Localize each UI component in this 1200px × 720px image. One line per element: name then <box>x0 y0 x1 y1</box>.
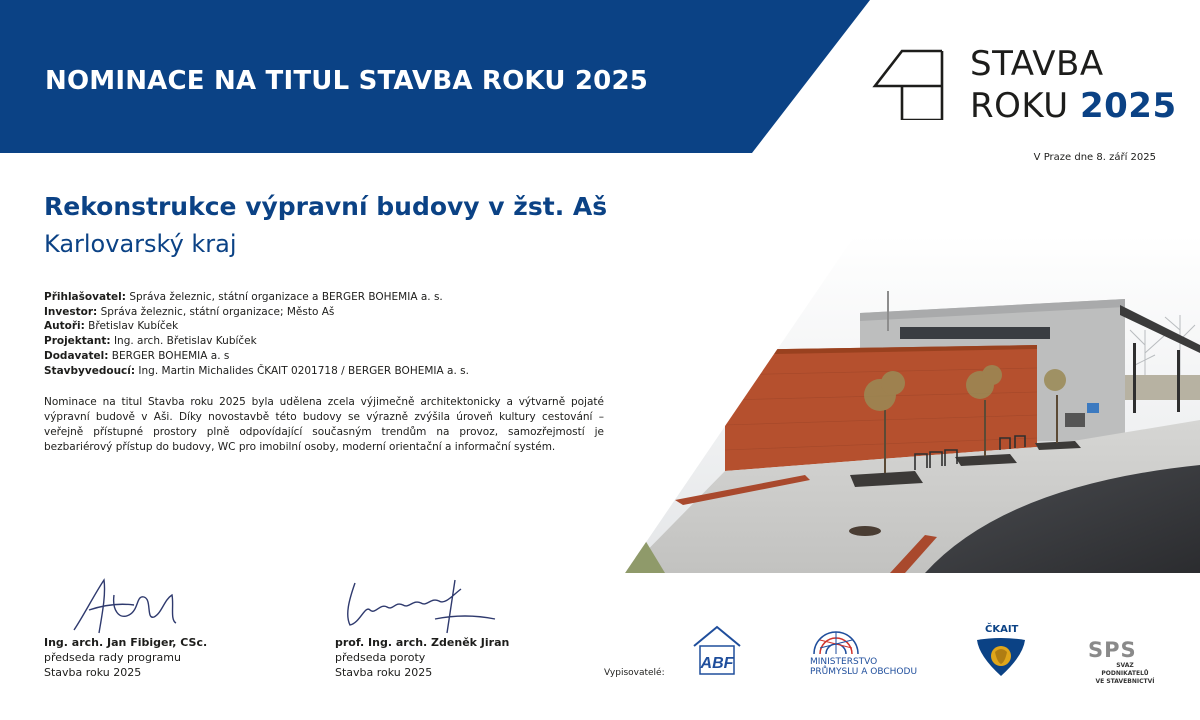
signatory-role: předseda rady programu <box>44 651 181 664</box>
ckait-shield-icon <box>975 636 1027 678</box>
signatory-program: Stavba roku 2025 <box>335 666 433 679</box>
fact-row: Stavbyvedoucí: Ing. Martin Michalides ČKAIT 0201718 / BERGER BOHEMIA a. s. <box>44 364 469 377</box>
nomination-description: Nominace na titul Stavba roku 2025 byla udělena zcela výjimečně architektonicky a výtvarně pojaté výpravní budově v Aši. Díky novostavbě této budovy se výrazně zvýšila úroveň kultury cestování – veřejně přístupné prostory plně odpovídající současným trendům na provoz, samozřejmostí je bezbariérový přístup do budovy, WC pro imobilní osoby, moderní orientační a informační systém. <box>44 396 604 453</box>
project-title: Rekonstrukce výpravní budovy v žst. Aš <box>44 192 608 221</box>
fact-row: Autoři: Břetislav Kubíček <box>44 320 179 333</box>
logo-year: 2025 <box>1079 86 1177 126</box>
mpo-text: MINISTERSTVO PRŮMYSLU A OBCHODU <box>810 657 918 677</box>
handwritten-signature-jiran <box>335 575 505 635</box>
signature-block-jiran <box>335 575 509 680</box>
issue-date: V Praze dne 8. září 2025 <box>1033 152 1156 163</box>
abf-logo <box>690 624 744 680</box>
fact-row: Investor: Správa železnic, státní organizace; Město Aš <box>44 305 335 318</box>
logo-word-roku: ROKU <box>970 86 1069 126</box>
fact-row: Projektant: Ing. arch. Břetislav Kubíček <box>44 335 257 348</box>
abf-text: ABF <box>700 655 734 672</box>
issuers-label: Vypisovatelé: <box>604 668 665 678</box>
sps-text: SVAZ PODNIKATELŮ VE STAVEBNICTVÍ <box>1095 662 1155 685</box>
sps-logo: SPS <box>1088 638 1137 662</box>
signatory-name: Ing. arch. Jan Fibiger, CSc. <box>44 636 208 649</box>
project-facts <box>44 290 469 378</box>
logo-cube-icon <box>872 48 946 120</box>
signatory-role: předseda poroty <box>335 651 426 664</box>
stavba-roku-logo <box>872 44 1177 128</box>
signature-block-fibiger <box>44 575 207 680</box>
ckait-text: ČKAIT <box>985 624 1019 635</box>
ckait-logo <box>975 636 1027 682</box>
project-region: Karlovarský kraj <box>44 230 237 258</box>
banner-title: NOMINACE NA TITUL STAVBA ROKU 2025 <box>45 66 649 96</box>
building-photo <box>625 235 1200 573</box>
mpo-emblem-icon <box>812 628 860 656</box>
logo-text-stavba: STAVBA <box>970 44 1104 84</box>
signatory-program: Stavba roku 2025 <box>44 666 142 679</box>
fact-row: Dodavatel: BERGER BOHEMIA a. s <box>44 349 230 362</box>
signatory-name: prof. Ing. arch. Zdeněk Jiran <box>335 636 510 649</box>
fact-row: Přihlašovatel: Správa železnic, státní organizace a BERGER BOHEMIA a. s. <box>44 291 443 303</box>
logo-text-roku <box>970 86 1177 126</box>
mpo-logo <box>812 628 860 660</box>
handwritten-signature-fibiger <box>44 575 204 635</box>
abf-house-icon <box>690 624 744 676</box>
